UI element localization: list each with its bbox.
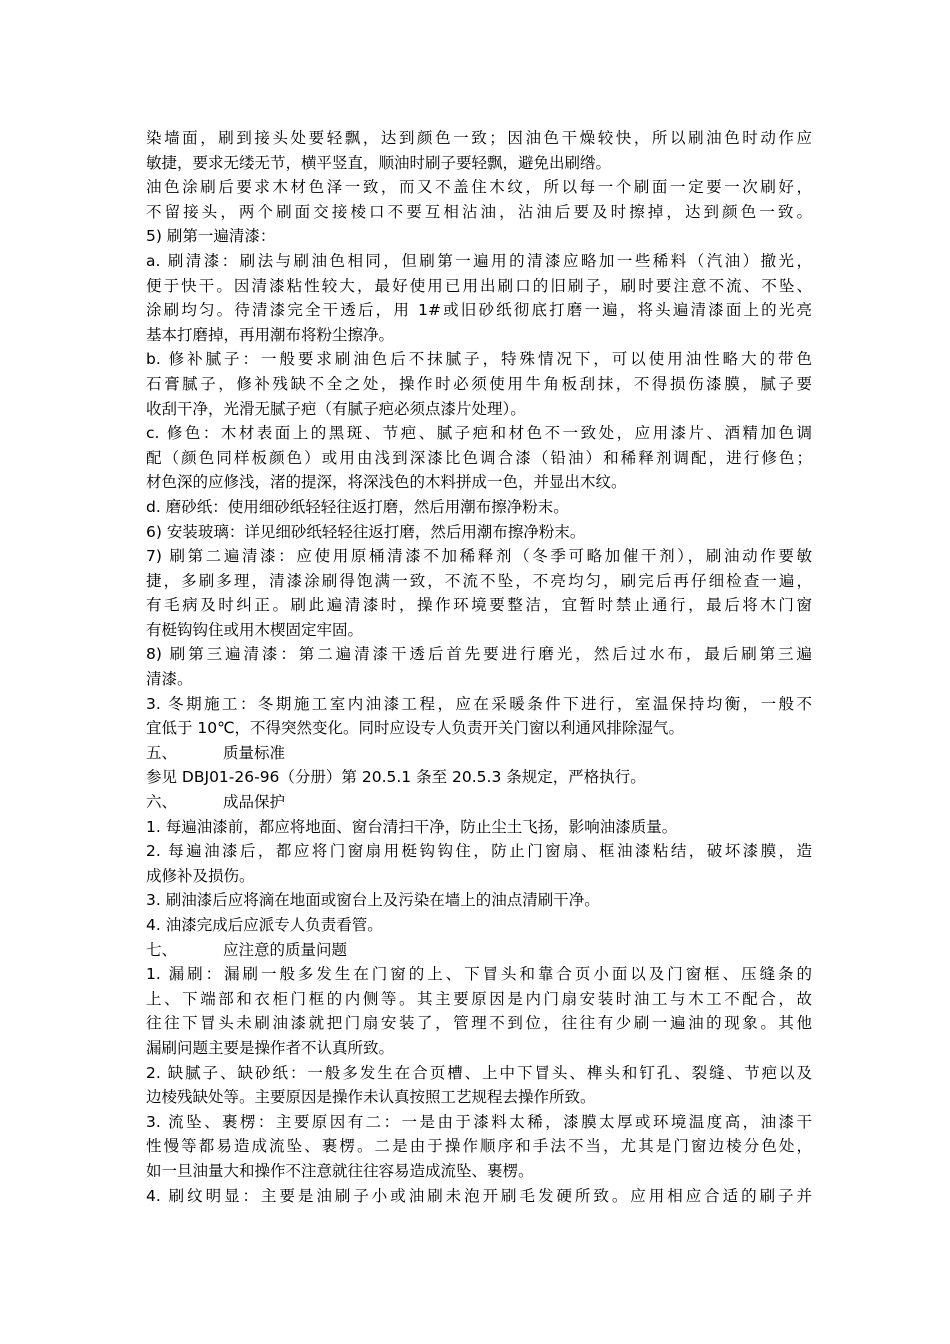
text-line: 1. 漏刷：漏刷一般多发生在门窗的上、下冒头和靠合页小面以及门窗框、压缝条的 xyxy=(146,965,812,984)
section-heading xyxy=(146,790,812,815)
text-line: 收刮干净，光滑无腻子疤（有腻子疤必须点漆片处理）。 xyxy=(146,399,526,418)
text-line: 有梃钩钩住或用木楔固定牢固。 xyxy=(146,620,364,639)
text-line: 6) 安装玻璃：详见细砂纸轻轻往返打磨，然后用潮布擦净粉末。 xyxy=(146,522,586,541)
text-line: 4. 油漆完成后应派专人负责看管。 xyxy=(146,916,383,934)
text-line: 往往下冒头未刷油漆就把门扇安装了，管理不到位，往往有少刷一遍油的现象。其他 xyxy=(146,1014,812,1033)
text-line: 性慢等都易造成流坠、裹楞。二是由于操作顺序和手法不当，尤其是门窗边棱分色处， xyxy=(146,1137,812,1156)
text-line: 石膏腻子，修补残缺不全之处，操作时必须使用牛角板刮抹，不得损伤漆膜，腻子要 xyxy=(146,374,812,393)
text-line: 敏捷，要求无缕无节，横平竖直，顺油时刷子要轻飘，避免出刷绺。 xyxy=(146,153,612,172)
section-number: 六、 xyxy=(146,793,178,812)
text-line: 染墙面，刷到接头处要轻飘，达到颜色一致；因油色干燥较快，所以刷油色时动作应 xyxy=(146,129,812,147)
text-line: 3. 冬期施工：冬期施工室内油漆工程，应在采暖条件下进行，室温保持均衡，一般不 xyxy=(146,694,812,713)
section-number: 七、 xyxy=(146,940,178,959)
text-line: 参见 DBJ01-26-96（分册）第 20.5.1 条至 20.5.3 条规定，严格执行。 xyxy=(146,768,646,787)
text-line: 7) 刷第二遍清漆：应使用原桶清漆不加稀释剂（冬季可略加催干剂），刷油动作要敏 xyxy=(146,547,812,566)
section-title: 质量标准 xyxy=(223,743,286,762)
text-line: 成修补及损伤。 xyxy=(146,866,255,885)
section-heading xyxy=(146,938,812,963)
text-line: 2. 缺腻子、缺砂纸：一般多发生在合页槽、上中下冒头、榫头和钉孔、裂缝、节疤以及 xyxy=(146,1063,812,1082)
text-line: 油色涂刷后要求木材色泽一致，而又不盖住木纹，所以每一个刷面一定要一次刷好， xyxy=(146,178,812,197)
text-line: 5) 刷第一遍清漆： xyxy=(146,227,276,246)
text-line: 8) 刷第三遍清漆：第二遍清漆干透后首先要进行磨光，然后过水布，最后刷第三遍 xyxy=(146,645,812,664)
text-line: 材色深的应修浅，渚的提深，将深浅色的木料拼成一色，并显出木纹。 xyxy=(146,473,627,492)
text-line: a. 刷清漆：刷法与刷油色相同，但刷第一遍用的清漆应略加一些稀料（汽油）撤光， xyxy=(146,251,812,270)
text-line: 3. 刷油漆后应将滴在地面或窗台上及污染在墙上的油点清刷干净。 xyxy=(146,891,600,910)
text-line: 配（颜色同样板颜色）或用由浅到深漆比色调合漆（铅油）和稀释剂调配，进行修色； xyxy=(146,448,812,467)
text-line: 捷，多刷多理，清漆涂刷得饱满一致，不流不坠，不亮均匀，刷完后再仔细检查一遍， xyxy=(146,571,812,590)
section-title: 成品保护 xyxy=(223,793,286,812)
text-line: c. 修色：木材表面上的黑斑、节疤、腻子疤和材色不一致处，应用漆片、酒精加色调 xyxy=(146,424,812,443)
text-line: 1. 每遍油漆前，都应将地面、窗台清扫干净，防止尘土飞扬，影响油漆质量。 xyxy=(146,817,678,836)
text-line: 漏刷问题主要是操作者不认真所致。 xyxy=(146,1038,395,1057)
text-line: 如一旦油量大和操作不注意就往往容易造成流坠、裹楞。 xyxy=(146,1161,534,1180)
text-line: b. 修补腻子：一般要求刷油色后不抹腻子，特殊情况下，可以使用油性略大的带色 xyxy=(146,350,812,369)
text-line: 基本打磨掉，再用潮布将粉尘擦净。 xyxy=(146,325,395,344)
text-line: 不留接头，两个刷面交接棱口不要互相沾油，沾油后要及时擦掉，达到颜色一致。 xyxy=(146,202,812,221)
text-line: 宜低于 10℃，不得突然变化。同时应设专人负责开关门窗以利通风排除湿气。 xyxy=(146,719,685,738)
text-line: 有毛病及时纠正。刷此遍清漆时，操作环境要整洁，宜暂时禁止通行，最后将木门窗 xyxy=(146,596,812,615)
text-line: 2. 每遍油漆后，都应将门窗扇用梃钩钩住，防止门窗扇、框油漆粘结，破坏漆膜，造 xyxy=(146,842,812,861)
section-title: 应注意的质量问题 xyxy=(223,940,348,959)
text-line: 清漆。 xyxy=(146,670,193,689)
text-line: d. 磨砂纸：使用细砂纸轻轻往返打磨，然后用潮布擦净粉末。 xyxy=(146,497,569,516)
text-line: 涂刷均匀。待清漆完全干透后，用 1#或旧砂纸彻底打磨一遍，将头遍清漆面上的光亮 xyxy=(146,301,812,320)
text-line: 3. 流坠、裹楞：主要原因有二：一是由于漆料太稀，漆膜太厚或环境温度高，油漆干 xyxy=(146,1112,812,1131)
section-number: 五、 xyxy=(146,743,178,762)
text-line: 4. 刷纹明显：主要是油刷子小或油刷未泡开刷毛发硬所致。应用相应合适的刷子并 xyxy=(146,1186,812,1205)
text-line: 便于快干。因清漆粘性较大，最好使用已用出刷口的旧刷子，刷时要注意不流、不坠、 xyxy=(146,276,812,295)
document-body xyxy=(146,126,812,1208)
text-line: 边棱残缺处等。主要原因是操作未认真按照工艺规程去操作所致。 xyxy=(146,1088,596,1107)
section-heading xyxy=(146,741,812,766)
text-line: 上、下端部和衣柜门框的内侧等。其主要原因是内门扇安装时油工与木工不配合，故 xyxy=(146,989,812,1008)
